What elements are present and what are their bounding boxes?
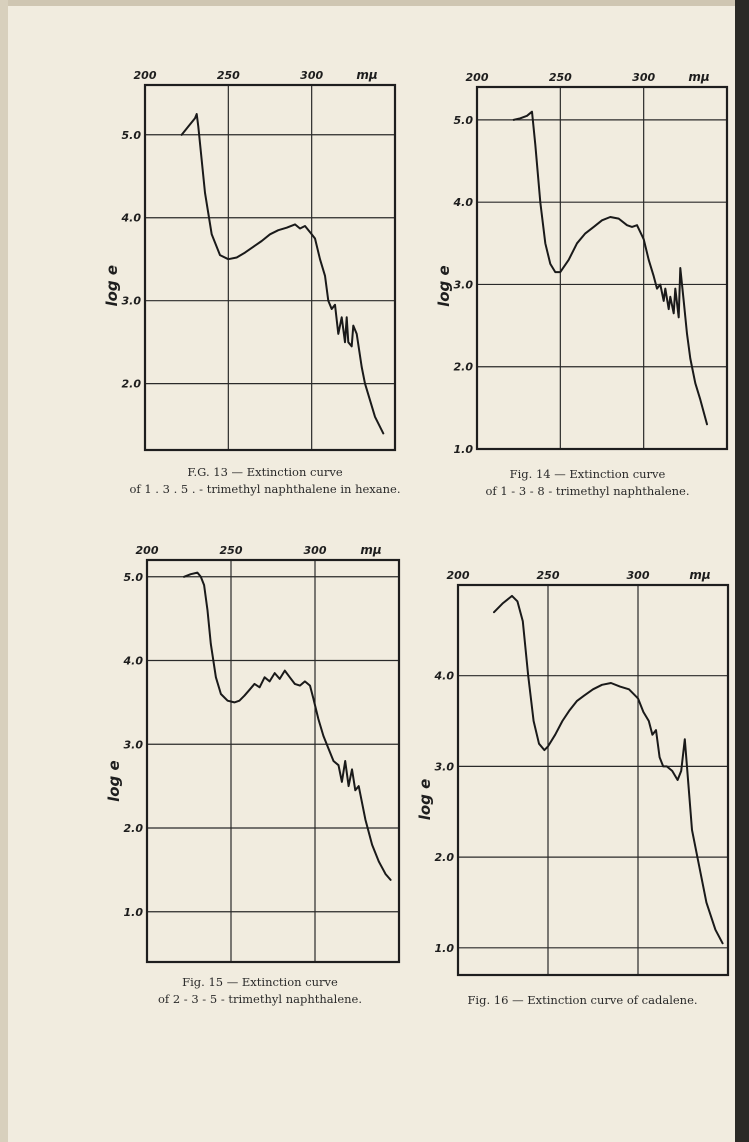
- x-axis-unit: mμ: [356, 68, 378, 82]
- x-tick-label: 300: [303, 544, 327, 557]
- figure-13-caption-line-1: F.G. 13 — Extinction curve: [187, 465, 343, 479]
- y-axis-label: log e: [416, 778, 434, 821]
- plot-frame: [145, 85, 395, 450]
- figure-13-caption: [100, 464, 430, 498]
- figure-15-caption: [110, 974, 410, 1008]
- y-tick-label: 5.0: [453, 113, 473, 127]
- figure-14-chart: [430, 62, 735, 462]
- extinction-curve-series-0: [494, 596, 723, 943]
- y-axis-label: log e: [103, 264, 121, 307]
- y-tick-label: 4.0: [123, 654, 143, 668]
- extinction-curve-series-0: [182, 114, 384, 433]
- plot-frame: [477, 87, 727, 449]
- page-right-edge: [735, 0, 749, 1142]
- x-tick-label: 300: [626, 569, 650, 582]
- x-tick-label: 200: [446, 569, 470, 582]
- figure-16-caption-line-1: Fig. 16 — Extinction curve of cadalene.: [467, 993, 698, 1007]
- x-tick-label: 300: [632, 71, 656, 84]
- y-tick-label: 4.0: [453, 196, 473, 210]
- x-tick-label: 250: [219, 544, 243, 557]
- figure-15-chart: [100, 538, 410, 970]
- y-tick-label: 3.0: [123, 738, 143, 752]
- y-tick-label: 3.0: [434, 760, 454, 774]
- x-axis-unit: mμ: [688, 70, 710, 84]
- y-tick-label: 1.0: [434, 941, 454, 955]
- x-axis-unit: mμ: [360, 543, 382, 557]
- page-left-edge: [0, 0, 8, 1142]
- y-tick-label: 2.0: [453, 360, 473, 374]
- y-tick-label: 3.0: [453, 278, 473, 292]
- x-tick-label: 250: [548, 71, 572, 84]
- x-axis-unit: mμ: [689, 568, 711, 582]
- x-tick-label: 200: [465, 71, 489, 84]
- figure-15-caption-line-1: Fig. 15 — Extinction curve: [182, 975, 338, 989]
- plot-frame: [147, 560, 399, 962]
- figure-14-caption: [445, 466, 730, 500]
- y-tick-label: 4.0: [121, 211, 141, 225]
- x-tick-label: 250: [536, 569, 560, 582]
- y-tick-label: 2.0: [434, 851, 454, 865]
- extinction-curve-series-0: [514, 112, 707, 425]
- x-tick-label: 250: [216, 69, 240, 82]
- y-axis-label: log e: [105, 760, 123, 802]
- figure-14-caption-line-1: Fig. 14 — Extinction curve: [509, 467, 666, 481]
- x-tick-label: 200: [135, 544, 159, 557]
- figure-15-caption-line-2: of 2 - 3 - 5 - trimethyl naphthalene.: [157, 992, 362, 1006]
- extinction-curve-series-0: [184, 573, 391, 880]
- x-tick-label: 300: [300, 69, 324, 82]
- y-tick-label: 1.0: [453, 443, 473, 456]
- x-tick-label: 200: [133, 69, 157, 82]
- figure-16-chart: [418, 565, 736, 985]
- page-top-edge: [0, 0, 749, 6]
- figure-14-caption-line-2: of 1 - 3 - 8 - trimethyl naphthalene.: [485, 484, 690, 498]
- y-tick-label: 3.0: [121, 294, 141, 308]
- y-tick-label: 4.0: [434, 669, 454, 683]
- y-tick-label: 5.0: [123, 570, 143, 584]
- y-tick-label: 1.0: [123, 905, 143, 919]
- y-tick-label: 2.0: [121, 377, 141, 391]
- figure-13-caption-line-2: of 1 . 3 . 5 . - trimethyl naphthalene in hexane.: [129, 482, 401, 496]
- figure-13-chart: [100, 60, 410, 460]
- y-tick-label: 5.0: [121, 128, 141, 142]
- y-tick-label: 2.0: [123, 822, 143, 835]
- figure-16-caption: [445, 992, 720, 1009]
- y-axis-label: log e: [435, 265, 453, 307]
